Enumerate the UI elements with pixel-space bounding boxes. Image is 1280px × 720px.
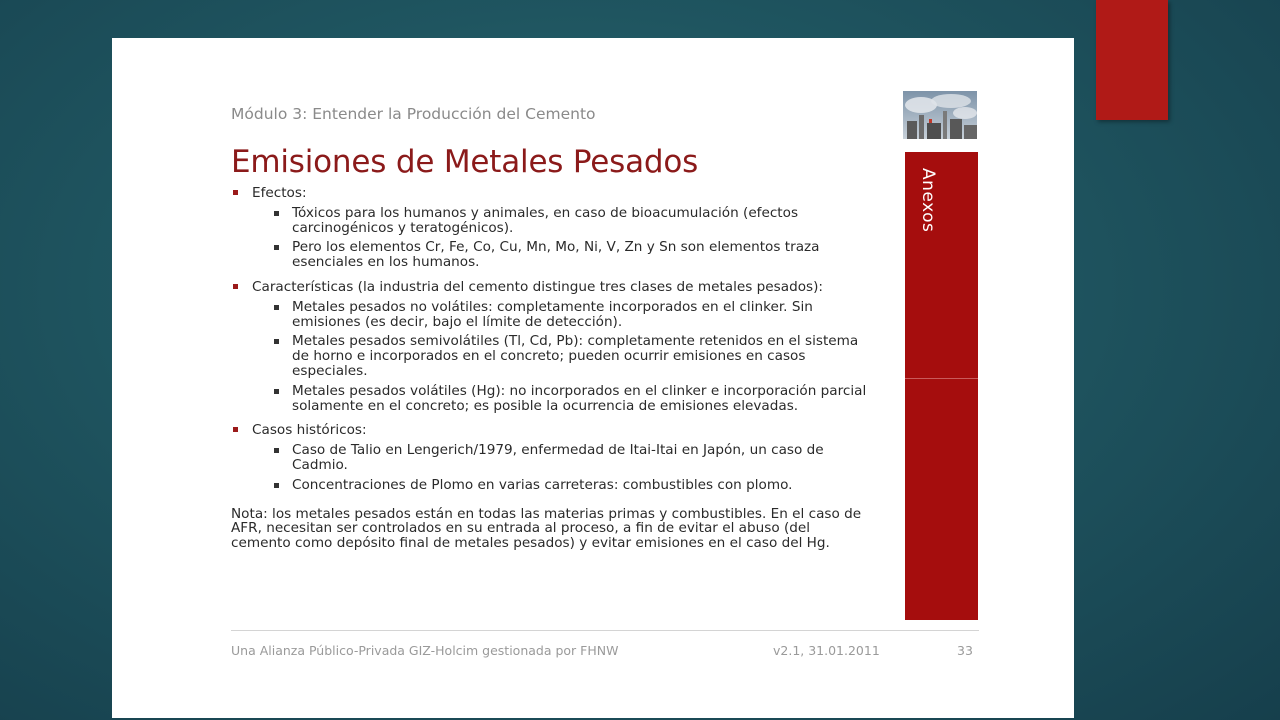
sub-bullet	[252, 240, 871, 270]
cement-plant-photo	[903, 91, 977, 139]
bullet-marker	[274, 448, 279, 453]
sub-bullet	[252, 334, 871, 378]
annex-label: Anexos	[918, 168, 938, 233]
bullet-casos-historicos	[231, 423, 871, 492]
bullet-marker	[274, 389, 279, 394]
module-header: Módulo 3: Entender la Producción del Cemento	[231, 105, 596, 123]
footer-version: v2.1, 31.01.2011	[773, 643, 880, 658]
cement-plant-image	[903, 91, 977, 139]
slide-content	[231, 186, 871, 551]
accent-bar	[1096, 0, 1168, 120]
sub-bullet-text: Metales pesados no volátiles: completamente incorporados en el clinker. Sin emisiones (es decir, bajo el límite de detección).	[292, 298, 813, 330]
bullet-text: Efectos:	[252, 185, 307, 201]
sub-bullet	[252, 384, 871, 414]
bullet-marker	[274, 483, 279, 488]
annex-sidebar	[905, 152, 978, 620]
bullet-marker	[233, 190, 238, 195]
sub-bullet-text: Metales pesados volátiles (Hg): no incorporados en el clinker e incorporación parcial solamente en el concreto; es posible la ocurrencia de emisiones elevadas.	[292, 382, 867, 414]
sub-bullet-text: Pero los elementos Cr, Fe, Co, Cu, Mn, Mo, Ni, V, Zn y Sn son elementos traza esenciales en los humanos.	[292, 239, 820, 271]
sub-bullet	[252, 300, 871, 330]
sub-bullet-text: Metales pesados semivolátiles (Tl, Cd, Pb): completamente retenidos en el sistema de horno e incorporados en el concreto; pueden ocurrir emisiones en casos especiales.	[292, 333, 859, 379]
bullet-marker	[274, 211, 279, 216]
bullet-marker	[233, 284, 238, 289]
bullet-marker	[274, 245, 279, 250]
bullet-marker	[233, 427, 238, 432]
sub-bullet-text: Tóxicos para los humanos y animales, en caso de bioacumulación (efectos carcinogénicos y teratogénicos).	[292, 204, 799, 236]
footer-divider	[231, 630, 979, 631]
sub-bullet-text: Concentraciones de Plomo en varias carreteras: combustibles con plomo.	[292, 476, 793, 493]
slide-title: Emisiones de Metales Pesados	[231, 144, 699, 180]
panel-divider	[905, 378, 978, 379]
bullet-marker	[274, 339, 279, 344]
bullet-efectos	[231, 186, 871, 270]
bullet-caracteristicas	[231, 280, 871, 413]
bullet-text: Características (la industria del cemento distingue tres clases de metales pesados):	[252, 278, 823, 295]
bullet-text: Casos históricos:	[252, 422, 367, 439]
sub-bullet	[252, 443, 871, 473]
footer-partnership: Una Alianza Público-Privada GIZ-Holcim gestionada por FHNW	[231, 643, 619, 658]
sub-bullet-text: Caso de Talio en Lengerich/1979, enfermedad de Itai-Itai en Japón, un caso de Cadmio.	[292, 442, 824, 473]
sub-bullet	[252, 478, 871, 493]
bullet-marker	[274, 305, 279, 310]
sub-bullet	[252, 206, 871, 236]
footer-page-number: 33	[957, 643, 973, 658]
note-text: Nota: los metales pesados están en todas las materias primas y combustibles. En el caso de AFR, necesitan ser controlados en su entrada al proceso, a fin de evitar el abuso (del cemento como depósito final de metales pesados) y evitar emisiones en el caso del Hg.	[231, 505, 862, 552]
slide	[112, 38, 1074, 718]
